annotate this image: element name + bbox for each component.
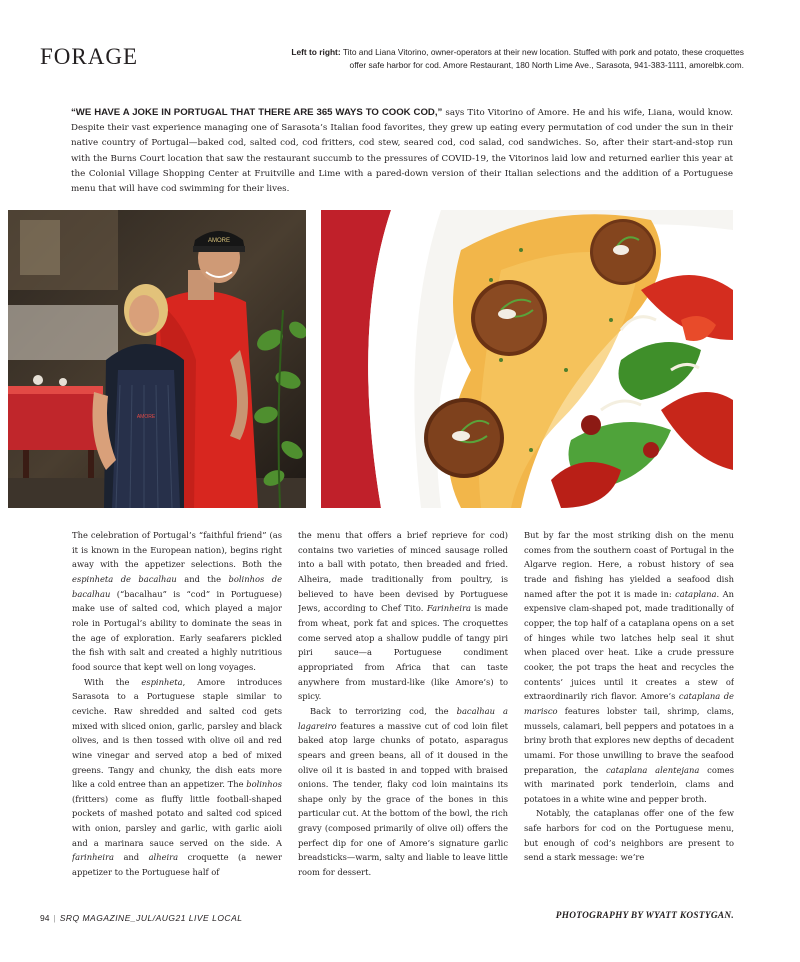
body-paragraph: Notably, the cataplanas offer one of the few safe harbors for cod on the Portuguese menu, but enough of cod’s neighbors are present to send a stark message: we’re: [524, 808, 734, 863]
body-paragraph: But by far the most striking dish on the menu comes from the southern coast of Portugal in the Algarve region. Here, a robust history of sea trade and fishing has yielded a seafood dish named after the pot it is made in: cataplana. An expensive clam-shaped pot, made traditionally of copper, the top half of a cataplana opens on a set of hinges while two latches help seal it shut when placed over heat. Like a crude pressure cooker, the pot traps the heat and recycles the contents’ juices until it creates a stew of extraordinarily rich flavor. Amore’s cataplana de marisco features lobster tail, shrimp, clams, mussels, calamari, bell peppers and potatoes in a briny broth that explores new depths of decadent umami. For those unwilling to brave the seafood preparation, the cataplana alentejana comes with marinated pork tenderloin, clams and potatoes in a white wine and pepper broth.: [524, 530, 734, 804]
photo-caption: [282, 46, 744, 71]
body-column-2: [298, 528, 508, 898]
caption-text: Tito and Liana Vitorino, owner-operators at their new location. Stuffed with pork and potato, these croquettes offer safe harbor for cod. Amore Restaurant, 180 North Lime Ave., Sarasota, 941-383-1111, amorelbk.com.: [342, 47, 744, 70]
intro-text: says Tito Vitorino of Amore. He and his wife, Liana, would know. Despite their vast experience managing one of Sarasota’s Italian food favorites, they grew up eating every permutation of cod under the sun in their native country of Portugal—baked cod, salted cod, cod fritters, cod stew, seared cod, cod salad, cod sandwiches. So, after their start-and-stop run with the Burns Court location that saw the restaurant succumb to the pressures of COVID-19, the Vitorinos laid low and returned earlier this year at the Colonial Village Shopping Center at Fruitville and Lime with a pared-down version of their Italian selections and the addition of a Portuguese menu that will have cod swimming for their lives.: [71, 108, 733, 195]
chef-cap-text: AMORE: [207, 238, 231, 244]
body-column-1: [72, 528, 282, 898]
section-title: FORAGE: [40, 44, 139, 69]
body-paragraph: With the espinheta, Amore introduces Sarasota to a Portuguese staple similar to ceviche. Raw shredded and salted cod gets mixed with sliced onion, garlic, parsley and black olives, and is then tossed with olive oil and red wine vinegar and served atop a bed of mixed greens. Tangy and chunky, the dish eats more like a cold entree than an appetizer. The bolinhos (fritters) come as fluffy little football-shaped pockets of mashed potato and salted cod spiced with onion, parsley and garlic, with garlic aioli and a marinara sauce served on the side. A farinheira and alheira croquette (a newer appetizer to the Portuguese half of: [72, 676, 282, 878]
caption-lead: Left to right:: [291, 47, 341, 57]
photo-credit: PHOTOGRAPHY BY WYATT KOSTYGAN.: [555, 911, 734, 921]
body-paragraph: The celebration of Portugal’s “faithful friend” (as it is known in the European nation), begins right away with the appetizer selections. Both the espinheta de bacalhau and the bolinhos de bacalhau (“bacalhau” is “cod” in Portuguese) make use of salted cod, which played a major role in Portugal’s ability to dominate the seas in the age of exploration. Early seafarers pickled the fish with salt and created a highly nutritious food source that kept well on long voyages.: [72, 530, 282, 672]
owners-photo: [8, 210, 306, 508]
page-footer: 94 | SRQ MAGAZINE_JUL/AUG21 LIVE LOCAL: [40, 913, 243, 923]
body-paragraph: the menu that offers a brief reprieve for cod) contains two varieties of minced sausage rolled into a ball with potato, then breaded and fried. Alheira, made traditionally from poultry, is believed to have been devised by Portuguese Jews, according to Chef Tito. Farinheira is made from wheat, pork fat and spices. The croquettes come served atop a shallow puddle of tangy piri piri sauce—a Portuguese condiment appropriated from Africa that can taste anywhere from mustard-like (like Amore’s) to spicy.: [298, 530, 508, 702]
magazine-issue: SRQ MAGAZINE_JUL/AUG21 LIVE LOCAL: [59, 913, 243, 923]
intro-paragraph: [71, 105, 733, 197]
body-column-3: [524, 528, 734, 898]
intro-lead: “WE HAVE A JOKE IN PORTUGAL THAT THERE ARE 365 WAYS TO COOK COD,”: [71, 107, 443, 118]
croquettes-photo: [321, 210, 733, 508]
page-number: 94: [40, 913, 50, 923]
body-paragraph: Back to terrorizing cod, the bacalhau a lagareiro features a massive cut of cod loin filet baked atop large chunks of potato, asparagus spears and green beans, all of it doused in the olive oil it is basted in and topped with braised onions. The tender, flaky cod loin maintains its shape only by the grace of the bones in this particular cut. At the bottom of the bowl, the rich gravy (composed primarily of olive oil) offers the perfect dip for one of Amore’s signature garlic breadsticks—warm, salty and liable to leave little room for dessert.: [298, 705, 508, 878]
apron-text: AMORE: [136, 414, 156, 420]
